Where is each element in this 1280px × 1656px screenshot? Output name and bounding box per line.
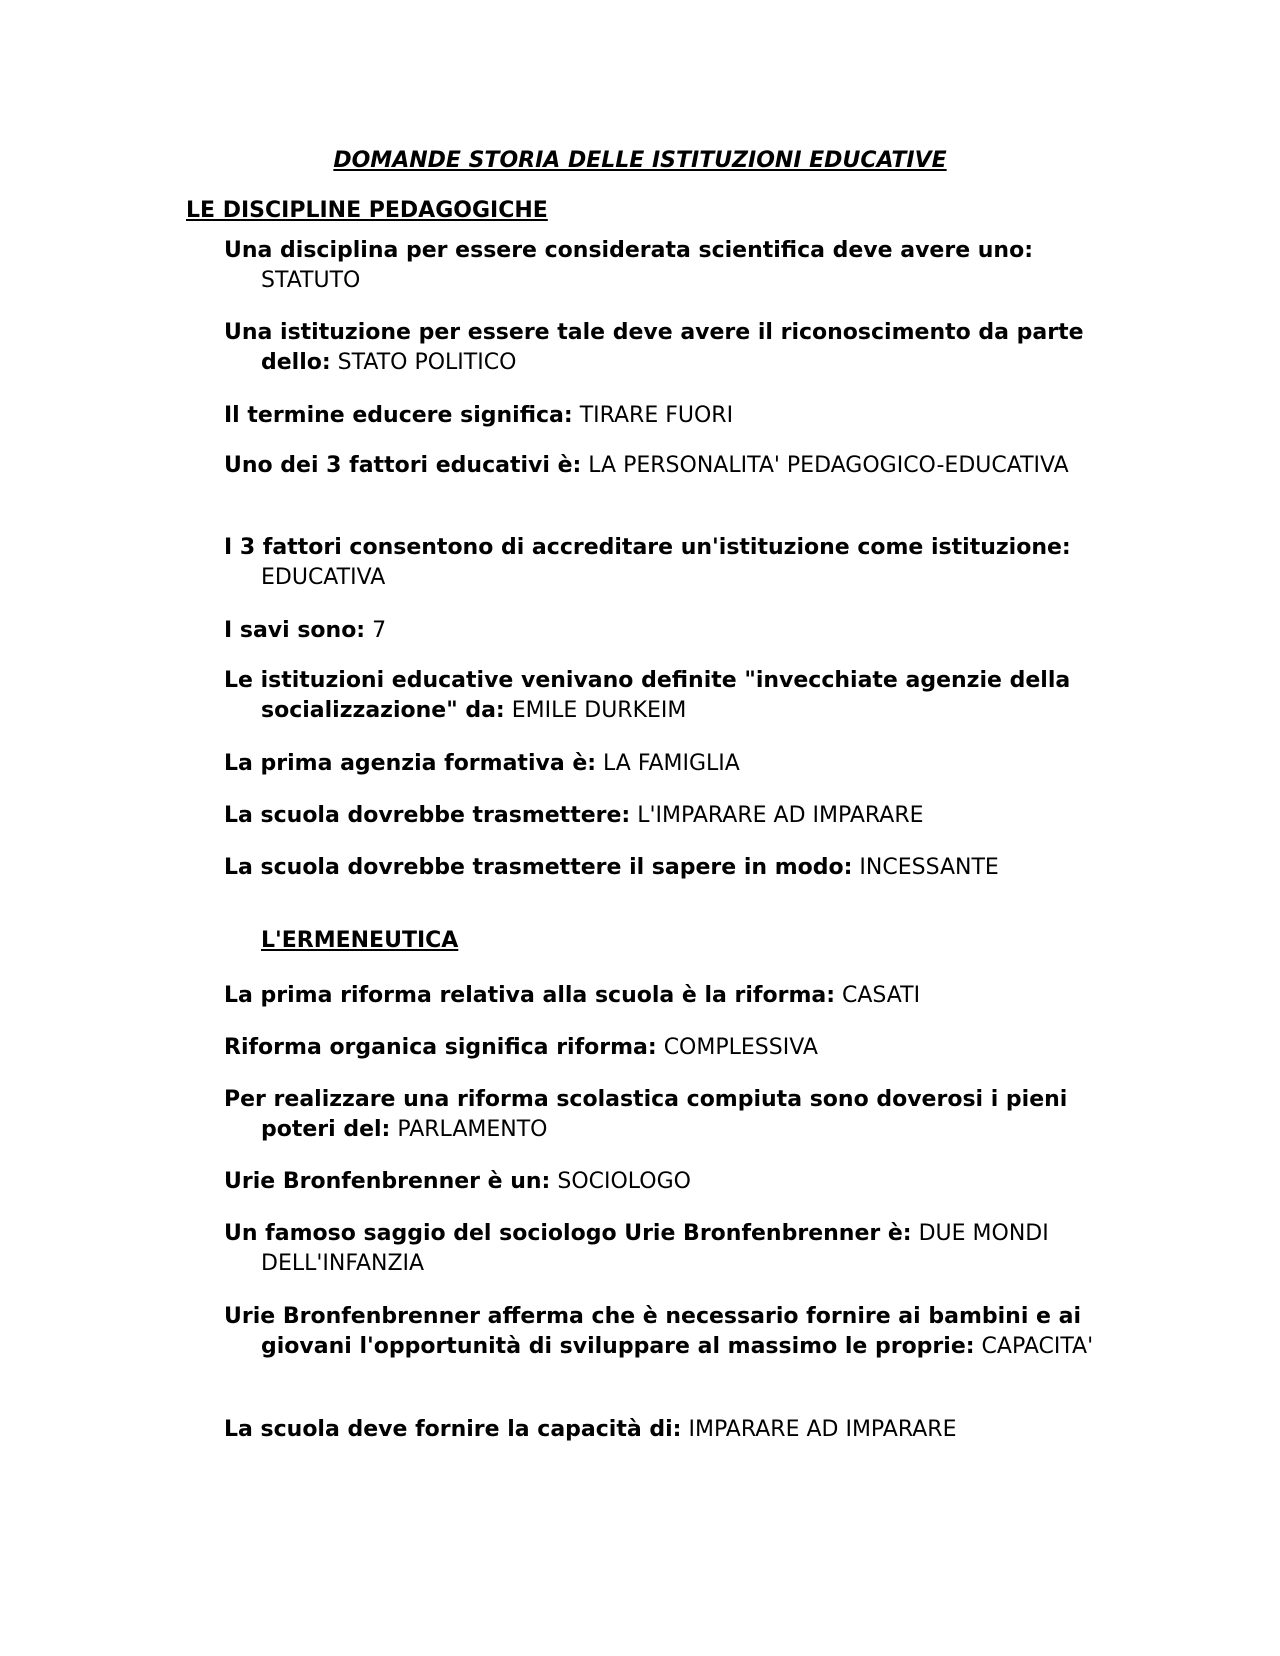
qa-item: [224, 236, 1094, 296]
answer-text: STATUTO: [261, 268, 361, 293]
qa-item: [224, 853, 1094, 883]
answer-text: COMPLESSIVA: [663, 1035, 818, 1060]
question-text: Un famoso saggio del sociologo Urie Bronfenbrenner è:: [224, 1221, 912, 1246]
question-text: Il termine educere significa:: [224, 403, 573, 428]
qa-item: [224, 318, 1094, 378]
answer-text: CAPACITA': [981, 1334, 1094, 1359]
answer-text: INCESSANTE: [859, 855, 999, 880]
section-heading: LE DISCIPLINE PEDAGOGICHE: [186, 198, 548, 223]
qa-item: [224, 1085, 1094, 1145]
section-heading: L'ERMENEUTICA: [261, 928, 459, 953]
qa-item: [224, 401, 1094, 431]
question-text: Una disciplina per essere considerata scientifica deve avere uno:: [224, 238, 1034, 263]
question-text: La scuola dovrebbe trasmettere il sapere in modo:: [224, 855, 853, 880]
question-text: Le istituzioni educative venivano definite "invecchiate agenzie della socializzazione" da:: [224, 668, 1071, 723]
qa-item: [224, 1219, 1094, 1279]
answer-text: EDUCATIVA: [261, 565, 386, 590]
qa-item: [224, 451, 1094, 481]
qa-item: [224, 981, 1094, 1011]
question-text: La prima riforma relativa alla scuola è la riforma:: [224, 983, 836, 1008]
answer-text: IMPARARE AD IMPARARE: [688, 1417, 957, 1442]
answer-text: LA FAMIGLIA: [603, 751, 740, 776]
qa-item: [224, 801, 1094, 831]
question-text: Urie Bronfenbrenner è un:: [224, 1169, 551, 1194]
answer-text: TIRARE FUORI: [579, 403, 734, 428]
question-text: Una istituzione per essere tale deve avere il riconoscimento da parte dello:: [224, 320, 1084, 375]
qa-item: [224, 616, 1094, 646]
answer-text: STATO POLITICO: [337, 350, 517, 375]
answer-text: CASATI: [842, 983, 921, 1008]
question-text: Riforma organica significa riforma:: [224, 1035, 657, 1060]
qa-item: [224, 1415, 1094, 1445]
question-text: Uno dei 3 fattori educativi è:: [224, 453, 582, 478]
question-text: La scuola deve fornire la capacità di:: [224, 1417, 682, 1442]
question-text: Per realizzare una riforma scolastica compiuta sono doverosi i pieni poteri del:: [224, 1087, 1068, 1142]
qa-item: [224, 533, 1094, 593]
qa-item: [224, 1302, 1094, 1362]
qa-item: [224, 1167, 1094, 1197]
question-text: I 3 fattori consentono di accreditare un'istituzione come istituzione:: [224, 535, 1071, 560]
answer-text: LA PERSONALITA' PEDAGOGICO-EDUCATIVA: [588, 453, 1069, 478]
question-text: La prima agenzia formativa è:: [224, 751, 597, 776]
answer-text: PARLAMENTO: [397, 1117, 548, 1142]
answer-text: L'IMPARARE AD IMPARARE: [637, 803, 924, 828]
answer-text: SOCIOLOGO: [557, 1169, 691, 1194]
question-text: I savi sono:: [224, 618, 366, 643]
qa-item: [224, 1033, 1094, 1063]
answer-text: DUE MONDI DELL'INFANZIA: [261, 1221, 1049, 1276]
question-text: Urie Bronfenbrenner afferma che è necessario fornire ai bambini e ai giovani l'opportunità di sviluppare al massimo le proprie:: [224, 1304, 1081, 1359]
qa-item: [224, 666, 1094, 726]
document-title: DOMANDE STORIA DELLE ISTITUZIONI EDUCATIVE: [333, 148, 947, 173]
answer-text: 7: [372, 618, 387, 643]
qa-item: [224, 749, 1094, 779]
question-text: La scuola dovrebbe trasmettere:: [224, 803, 631, 828]
answer-text: EMILE DURKEIM: [511, 698, 687, 723]
